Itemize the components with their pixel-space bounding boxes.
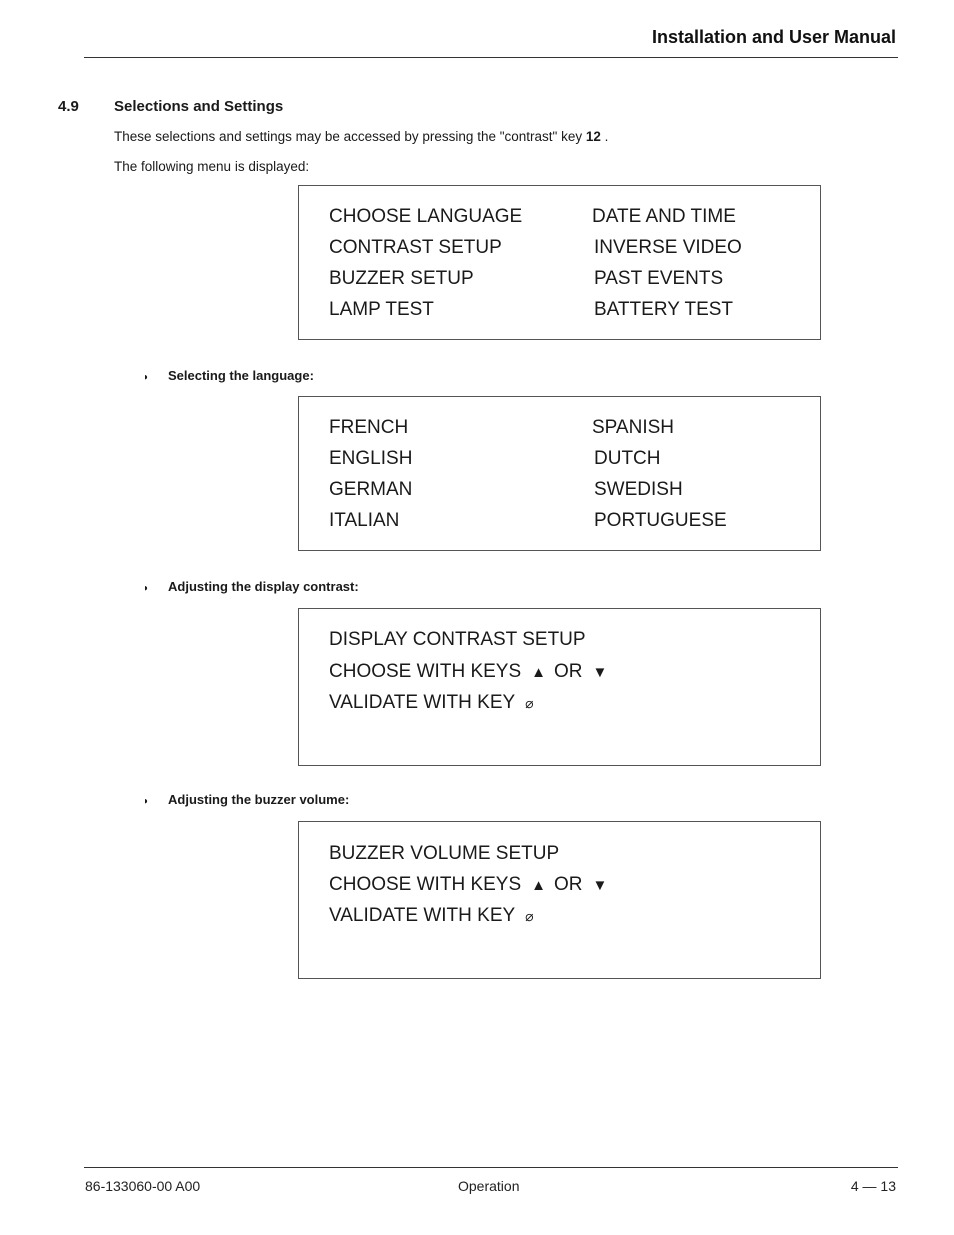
language-item-dutch: DUTCH (594, 448, 661, 469)
menu-item-buzzer-setup: BUZZER SETUP (329, 268, 474, 289)
intro-end: . (604, 129, 609, 144)
section-title: Selections and Settings (114, 98, 284, 115)
validate-key-icon: ⌀ (525, 695, 534, 711)
bullet-icon: ◗ (143, 372, 150, 383)
footer-rule (84, 1167, 898, 1168)
buzzer-or-text: OR (554, 874, 583, 895)
buzzer-validate-text: VALIDATE WITH KEY (329, 905, 516, 926)
menu-item-battery-test: BATTERY TEST (594, 299, 734, 320)
menu-item-date-and-time: DATE AND TIME (592, 206, 736, 227)
menu-item-inverse-video: INVERSE VIDEO (594, 237, 742, 258)
down-arrow-icon: ▼ (592, 664, 608, 681)
language-heading-text: Selecting the language: (168, 368, 314, 383)
buzzer-heading (143, 792, 349, 807)
language-item-german: GERMAN (329, 479, 413, 500)
language-item-spanish: SPANISH (592, 417, 675, 438)
language-item-swedish: SWEDISH (594, 479, 683, 500)
contrast-title: DISPLAY CONTRAST SETUP (329, 629, 586, 650)
up-arrow-icon: ▲ (531, 877, 546, 894)
language-item-portuguese: PORTUGUESE (594, 510, 727, 531)
buzzer-heading-text: Adjusting the buzzer volume: (168, 792, 350, 807)
menu-item-lamp-test: LAMP TEST (329, 299, 434, 320)
buzzer-choose-line (329, 874, 615, 896)
buzzer-validate-line (329, 905, 534, 927)
down-arrow-icon: ▼ (592, 877, 608, 894)
contrast-key-number: 12 (585, 129, 601, 144)
menu-intro-paragraph: The following menu is displayed: (114, 159, 310, 174)
footer-chapter: Operation (458, 1178, 520, 1194)
menu-item-past-events: PAST EVENTS (594, 268, 724, 289)
buzzer-choose-text: CHOOSE WITH KEYS (329, 874, 522, 895)
validate-key-icon: ⌀ (525, 908, 534, 924)
buzzer-title: BUZZER VOLUME SETUP (329, 843, 560, 864)
main-menu-box (298, 185, 821, 340)
buzzer-menu-box (298, 821, 821, 979)
footer-page-number: 4 — 13 (850, 1178, 896, 1194)
footer-doc-number: 86-133060-00 A00 (85, 1178, 201, 1194)
section-number: 4.9 (58, 98, 79, 115)
contrast-heading-text: Adjusting the display contrast: (168, 579, 359, 594)
menu-item-choose-language: CHOOSE LANGUAGE (329, 206, 523, 227)
language-item-italian: ITALIAN (329, 510, 400, 531)
header-rule (84, 57, 898, 58)
contrast-or-text: OR (554, 661, 583, 682)
contrast-choose-text: CHOOSE WITH KEYS (329, 661, 522, 682)
contrast-choose-line (329, 661, 615, 683)
intro-text: These selections and settings may be accessed by pressing the "contrast" key (114, 129, 583, 144)
up-arrow-icon: ▲ (531, 664, 546, 681)
page-header-title: Installation and User Manual (651, 27, 896, 47)
menu-item-contrast-setup: CONTRAST SETUP (329, 237, 502, 258)
intro-paragraph (114, 129, 608, 144)
contrast-heading (143, 579, 359, 594)
contrast-validate-line (329, 692, 534, 714)
language-menu-box (298, 396, 821, 551)
language-heading (143, 368, 314, 383)
bullet-icon: ◗ (143, 583, 150, 594)
contrast-menu-box (298, 608, 821, 766)
contrast-validate-text: VALIDATE WITH KEY (329, 692, 516, 713)
bullet-icon: ◗ (143, 796, 150, 807)
language-item-french: FRENCH (329, 417, 409, 438)
language-item-english: ENGLISH (329, 448, 413, 469)
